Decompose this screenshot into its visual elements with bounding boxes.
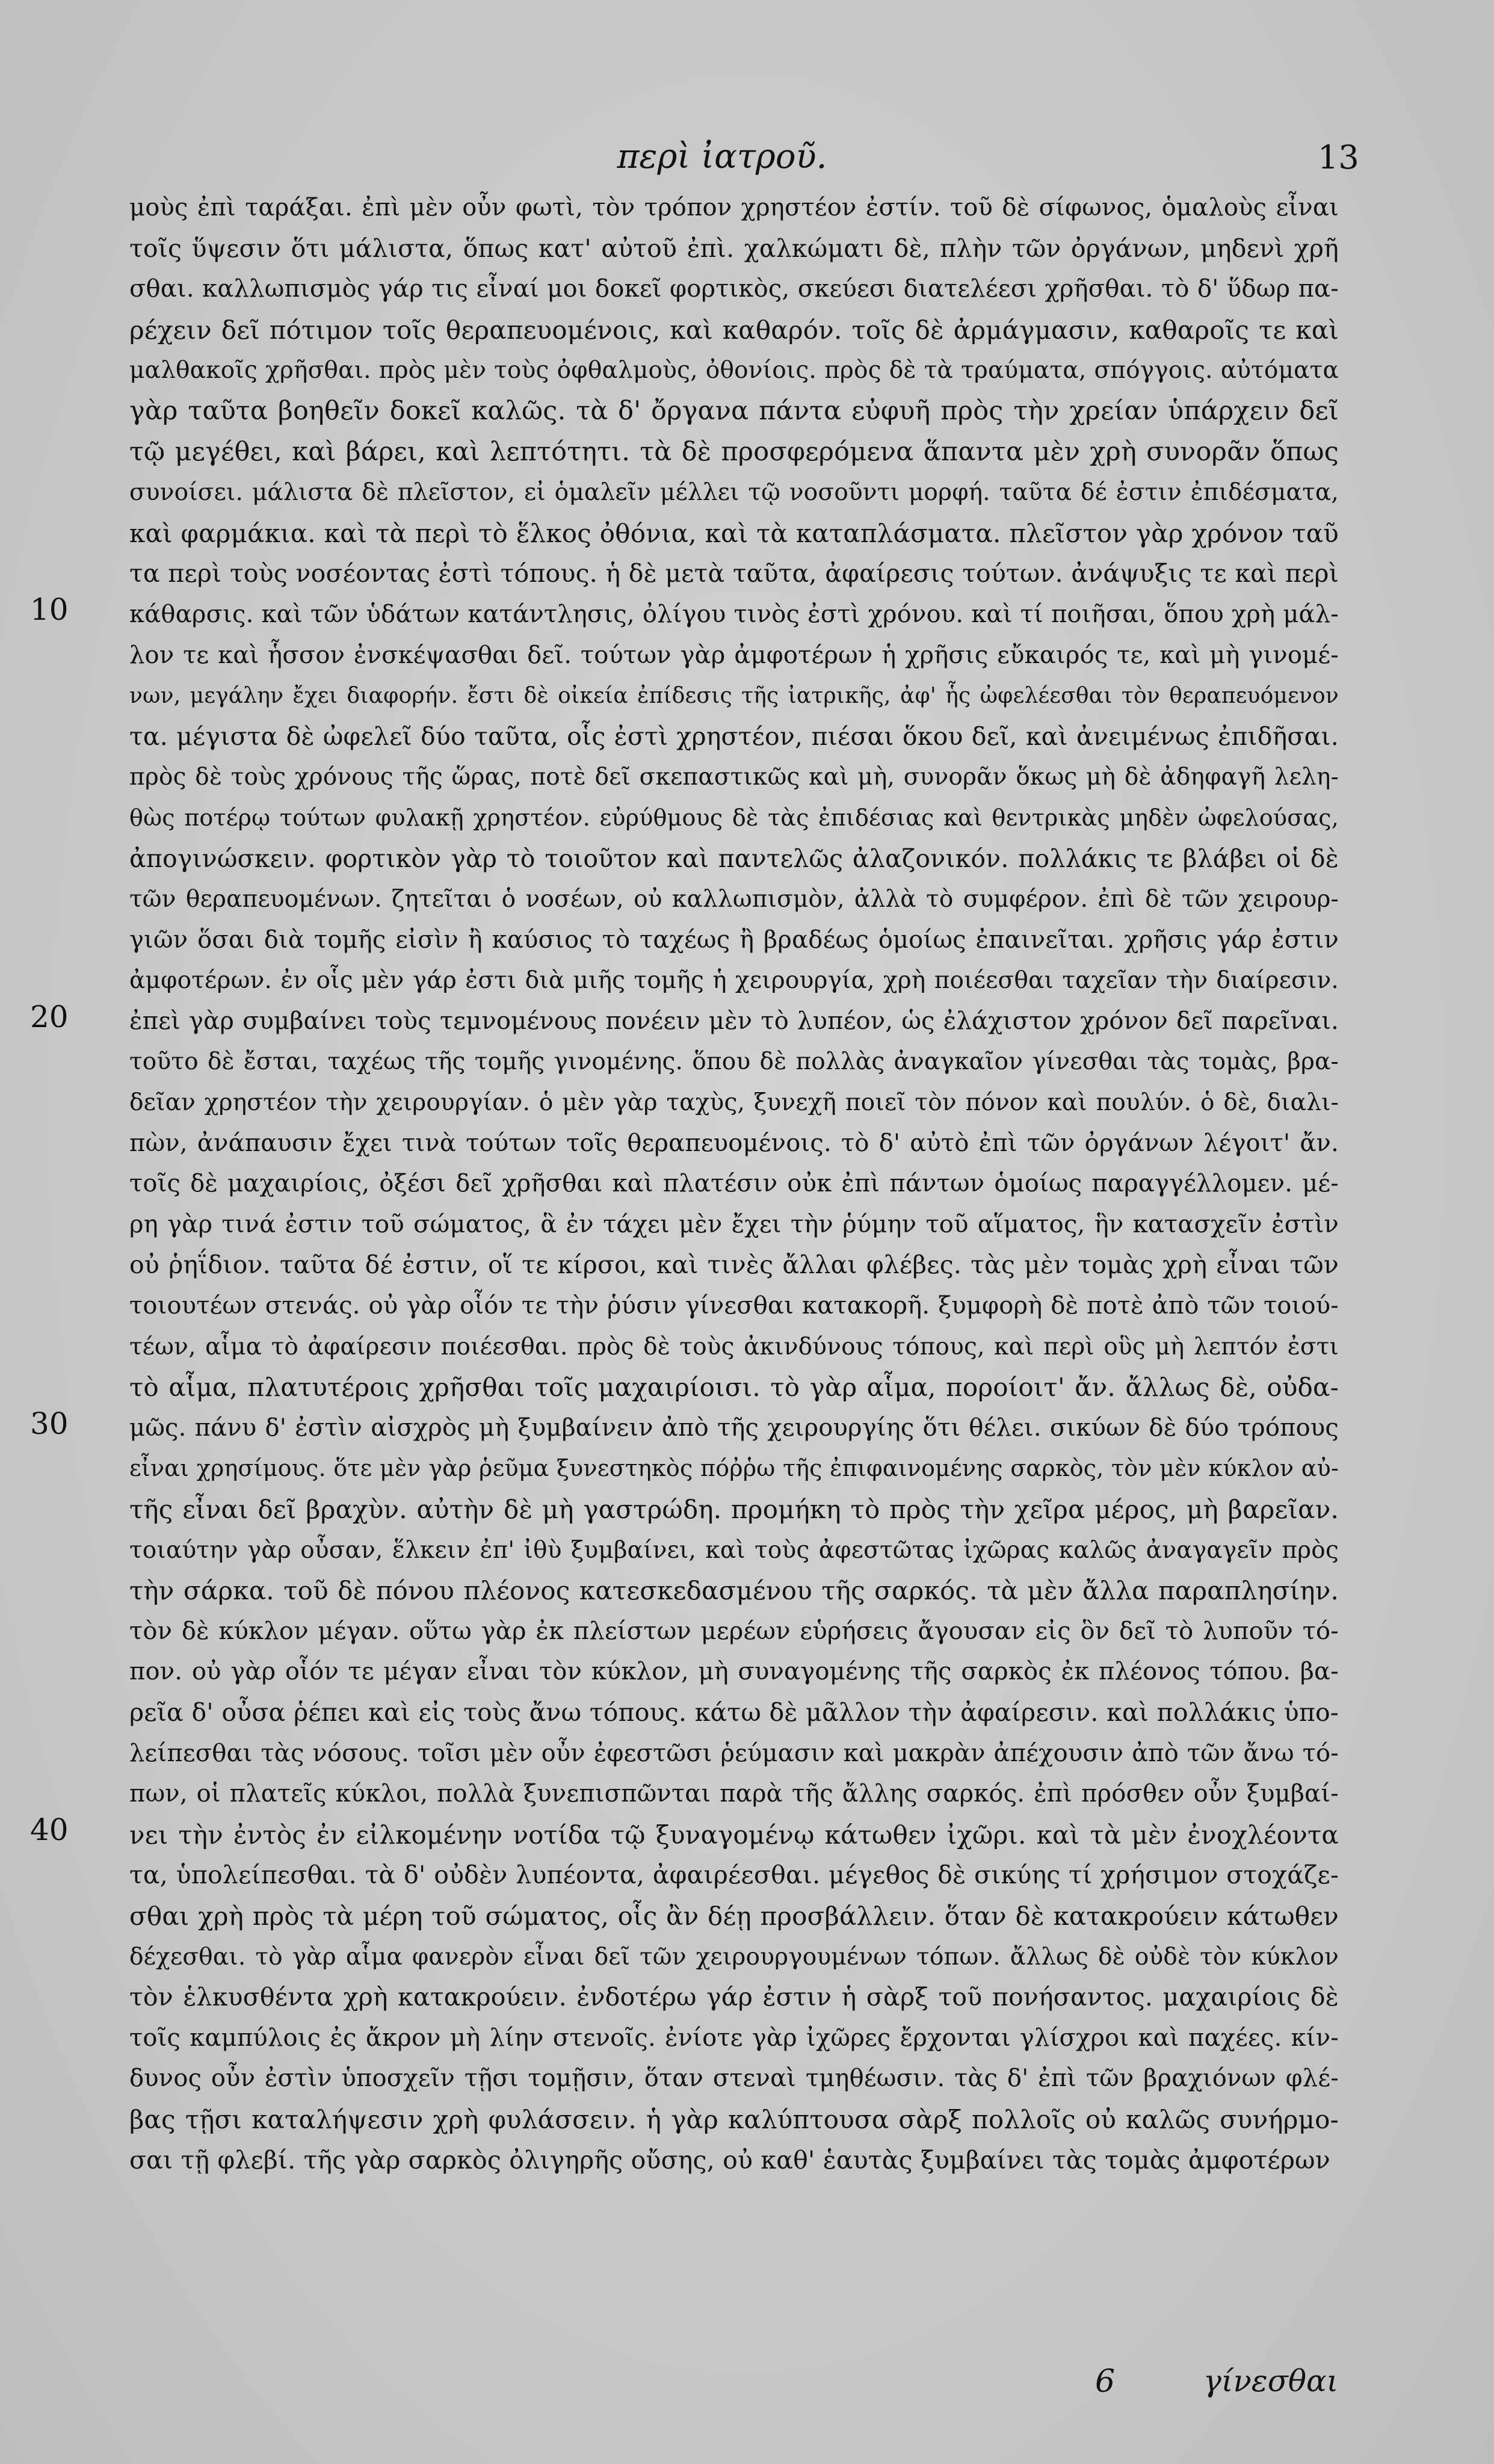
text-line: λείπεσθαι τὰς νόσους. τοῖσι μὲν οὖν ἐφεστῶσι ῥεύμασιν καὶ μακρὰν ἀπέχουσιν ἀπὸ τῶν ἄνω τό- xyxy=(129,1739,1339,1767)
running-head: περὶ ἰατροῦ. xyxy=(617,137,827,176)
text-line: δέχεσθαι. τὸ γὰρ αἷμα φανερὸν εἶναι δεῖ τῶν χειρουργουμένων τόπων. ἄλλως δὲ οὐδὲ τὸν κύκλον xyxy=(129,1943,1339,1971)
text-line: καὶ φαρμάκια. καὶ τὰ περὶ τὸ ἕλκος ὀθόνια, καὶ τὰ καταπλάσματα. πλεῖστον γὰρ χρόνον ταῦ xyxy=(129,518,1339,548)
text-line: μοὺς ἐπὶ ταράξαι. ἐπὶ μὲν οὖν φωτὶ, τὸν τρόπον χρηστέον ἐστίν. τοῦ δὲ σίφωνος, ὁμαλοὺς εἶναι xyxy=(129,194,1339,221)
text-line: ἀμφοτέρων. ἐν οἷς μὲν γάρ ἐστι διὰ μιῆς τομῆς ἡ χειρουργία, χρὴ ποιέεσθαι ταχεῖαν τὴν διαίρεσιν. xyxy=(129,967,1339,995)
signature-mark: 6 xyxy=(1095,2364,1116,2400)
text-line: ρη γὰρ τινά ἐστιν τοῦ σώματος, ἃ ἐν τάχει μὲν ἔχει τὴν ῥύμην τοῦ αἵματος, ἣν κατασχεῖν ἐστὶν xyxy=(129,1210,1339,1238)
text-line: τοῖς ὕψεσιν ὅτι μάλιστα, ὅπως κατ' αὐτοῦ ἐπὶ. χαλκώματι δὲ, πλὴν τῶν ὀργάνων, μηδενὶ χρῆ xyxy=(129,233,1339,263)
text-line: σθαι. καλλωπισμὸς γάρ τις εἶναί μοι δοκεῖ φορτικὸς, σκεύεσι διατελέεσι χρῆσθαι. τὸ δ' ὕδωρ πα- xyxy=(129,275,1339,303)
text-line: νει τὴν ἐντὸς ἐν εἰλκομένην νοτίδα τῷ ξυναγομένῳ κάτωθεν ἰχῶρι. καὶ τὰ μὲν ἐνοχλέοντα xyxy=(129,1820,1339,1850)
text-line: μαλθακοῖς χρῆσθαι. πρὸς μὲν τοὺς ὀφθαλμοὺς, ὀθονίοις. πρὸς δὲ τὰ τραύματα, σπόγγοις. αὐτόματα xyxy=(129,357,1339,384)
text-line: ἀπογινώσκειν. φορτικὸν γὰρ τὸ τοιοῦτον καὶ παντελῶς ἀλαζονικόν. πολλάκις τε βλάβει οἱ δὲ xyxy=(129,844,1339,873)
text-line: πων, οἱ πλατεῖς κύκλοι, πολλὰ ξυνεπισπῶνται παρὰ τῆς ἄλλης σαρκός. ἐπὶ πρόσθεν οὖν ξυμβαί- xyxy=(129,1780,1339,1808)
text-line: βας τῇσι καταλήψεσιν χρὴ φυλάσσειν. ἡ γὰρ καλύπτουσα σὰρξ πολλοῖς οὐ καλῶς συνήρμο- xyxy=(129,2104,1339,2134)
text-line: κάθαρσις. καὶ τῶν ὑδάτων κατάντλησις, ὀλίγου τινὸς ἐστὶ χρόνου. καὶ τί ποιῆσαι, ὅπου χρὴ μάλ- xyxy=(129,600,1339,628)
text-line: τα περὶ τοὺς νοσέοντας ἐστὶ τόπους. ἡ δὲ μετὰ ταῦτα, ἀφαίρεσις τούτων. ἀνάψυξις τε καὶ περὶ xyxy=(129,559,1339,588)
text-line: νων, μεγάλην ἔχει διαφορήν. ἔστι δὲ οἰκεία ἐπίδεσις τῆς ἰατρικῆς, ἀφ' ἧς ὠφελέεσθαι τὸν θεραπευόμενον xyxy=(129,684,1339,709)
line-number-40: 40 xyxy=(30,1812,69,1847)
text-line: τοιουτέων στενάς. οὐ γὰρ οἷόν τε τὴν ῥύσιν γίνεσθαι κατακορῆ. ξυμφορὴ δὲ ποτὲ ἀπὸ τῶν τοιού- xyxy=(129,1292,1339,1320)
text-line: τοιαύτην γὰρ οὖσαν, ἕλκειν ἐπ' ἰθὺ ξυμβαίνει, καὶ τοὺς ἀφεστῶτας ἰχῶρας καλῶς ἀναγαγεῖν πρὸς xyxy=(129,1536,1339,1564)
text-line: γιῶν ὅσαι διὰ τομῆς εἰσὶν ἢ καύσιος τὸ ταχέως ἢ βραδέως ὁμοίως ἐπαινεῖται. χρῆσις γάρ ἐστιν xyxy=(129,925,1339,954)
text-line: τῶν θεραπευομένων. ζητεῖται ὁ νοσέων, οὐ καλλωπισμὸν, ἀλλὰ τὸ συμφέρον. ἐπὶ δὲ τῶν χειρουρ- xyxy=(129,886,1339,913)
catchword: γίνεσθαι xyxy=(1203,2364,1339,2398)
text-line: οὐ ῥηΐδιον. ταῦτα δέ ἐστιν, οἵ τε κίρσοι, καὶ τινὲς ἄλλαι φλέβες. τὰς μὲν τομὰς χρὴ εἶναι τῶν xyxy=(129,1250,1339,1280)
line-number-10: 10 xyxy=(30,592,69,627)
text-line: τὸ αἷμα, πλατυτέροις χρῆσθαι τοῖς μαχαιρίοισι. τὸ γὰρ αἷμα, ποροίοιτ' ἄν. ἄλλως δὲ, οὐδα- xyxy=(129,1372,1339,1403)
text-line: πὼν, ἀνάπαυσιν ἔχει τινὰ τούτων τοῖς θεραπευομένοις. τὸ δ' αὐτὸ ἐπὶ τῶν ὀργάνων λέγοιτ' ἄν. xyxy=(129,1129,1339,1157)
text-line: τοῖς καμπύλοις ἐς ἄκρον μὴ λίην στενοῖς. ἐνίοτε γὰρ ἰχῶρες ἔρχονται γλίσχροι καὶ παχέες. κίν- xyxy=(129,2024,1339,2052)
text-line: μῶς. πάνυ δ' ἐστὶν αἰσχρὸς μὴ ξυμβαίνειν ἀπὸ τῆς χειρουργίης ὅτι θέλει. σικύων δὲ δύο τρόπους xyxy=(129,1413,1339,1442)
text-line: τὴν σάρκα. τοῦ δὲ πόνου πλέονος κατεσκεδασμένου τῆς σαρκός. τὰ μὲν ἄλλα παραπλησίην. xyxy=(129,1576,1339,1606)
text-line: ρέχειν δεῖ πότιμον τοῖς θεραπευομένοις, καὶ καθαρόν. τοῖς δὲ ἀρμάγμασιν, καθαροῖς τε καὶ xyxy=(129,315,1339,345)
body-text xyxy=(129,188,1339,2181)
text-line: σαι τῇ φλεβί. τῆς γὰρ σαρκὸς ὀλιγηρῆς οὔσης, οὐ καθ' ἑαυτὰς ξυμβαίνει τὰς τομὰς ἀμφοτέρων xyxy=(129,2145,1330,2175)
text-line: λον τε καὶ ἧσσον ἐνσκέψασθαι δεῖ. τούτων γὰρ ἀμφοτέρων ἡ χρῆσις εὔκαιρός τε, καὶ μὴ γινομέ- xyxy=(129,641,1339,669)
text-line: τοῦτο δὲ ἔσται, ταχέως τῆς τομῆς γινομένης. ὅπου δὲ πολλὰς ἀναγκαῖον γίνεσθαι τὰς τομὰς, βρα- xyxy=(129,1048,1339,1076)
text-line: τοῖς δὲ μαχαιρίοις, ὀξέσι δεῖ χρῆσθαι καὶ πλατέσιν οὐκ ἐπὶ πάντων ὁμοίως παραγγέλλομεν. μέ- xyxy=(129,1170,1339,1198)
text-line: τα, ὑπολείπεσθαι. τὰ δ' οὐδὲν λυπέοντα, ἀφαιρέεσθαι. μέγεθος δὲ σικύης τί χρήσιμον στοχάζε- xyxy=(129,1860,1339,1890)
text-line: εἶναι χρησίμους. ὅτε μὲν γὰρ ῥεῦμα ξυνεστηκὸς πόῤῥω τῆς ἐπιφαινομένης σαρκὸς, τὸν μὲν κύκλον αὐ- xyxy=(129,1455,1339,1482)
page-number: 13 xyxy=(1318,138,1359,176)
text-line: τα. μέγιστα δὲ ὠφελεῖ δύο ταῦτα, οἷς ἐστὶ χρηστέον, πιέσαι ὅκου δεῖ, καὶ ἀνειμένως ἐπιδῆσαι. xyxy=(129,721,1339,751)
text-line: συνοίσει. μάλιστα δὲ πλεῖστον, εἰ ὁμαλεῖν μέλλει τῷ νοσοῦντι μορφή. ταῦτα δέ ἐστιν ἐπιδέσματα, xyxy=(129,479,1339,507)
text-line: τῷ μεγέθει, καὶ βάρει, καὶ λεπτότητι. τὰ δὲ προσφερόμενα ἅπαντα μὲν χρὴ συνορᾶν ὅπως xyxy=(129,436,1339,467)
text-line: γὰρ ταῦτα βοηθεῖν δοκεῖ καλῶς. τὰ δ' ὄργανα πάντα εὐφυῆ πρὸς τὴν χρείαν ὑπάρχειν δεῖ xyxy=(129,395,1339,426)
text-line: σθαι χρὴ πρὸς τὰ μέρη τοῦ σώματος, οἷς ἂν δέῃ προσβάλλειν. ὅταν δὲ κατακρούειν κάτωθεν xyxy=(129,1901,1339,1931)
text-line: τὸν ἑλκυσθέντα χρὴ κατακρούειν. ἐνδοτέρω γάρ ἐστιν ἡ σὰρξ τοῦ πονήσαντος. μαχαιρίοις δὲ xyxy=(129,1983,1339,2012)
text-line: δεῖαν χρηστέον τὴν χειρουργίαν. ὁ μὲν γὰρ ταχὺς, ξυνεχῆ ποιεῖ τὸν πόνον καὶ πουλύν. ὁ δὲ, διαλι- xyxy=(129,1089,1339,1117)
text-line: τὸν δὲ κύκλον μέγαν. οὕτω γὰρ ἐκ πλείστων μερέων εὑρήσεις ἄγουσαν εἰς ὃν δεῖ τὸ λυποῦν τό- xyxy=(129,1617,1339,1645)
text-line: πον. οὐ γὰρ οἷόν τε μέγαν εἶναι τὸν κύκλον, μὴ συναγομένης τῆς σαρκὸς ἐκ πλέονος τόπου. βα- xyxy=(129,1658,1339,1686)
text-line: θὼς ποτέρῳ τούτων φυλακῇ χρηστέον. εὐρύθμους δὲ τὰς ἐπιδέσιας καὶ θεντρικὰς μηδὲν ὠφελούσας, xyxy=(129,804,1339,831)
text-line: τέων, αἷμα τὸ ἀφαίρεσιν ποιέεσθαι. πρὸς δὲ τοὺς ἀκινδύνους τόπους, καὶ περὶ οὓς μὴ λεπτόν ἐστι xyxy=(129,1333,1339,1360)
text-line: ρεῖα δ' οὖσα ῥέπει καὶ εἰς τοὺς ἄνω τόπους. κάτω δὲ μᾶλλον τὴν ἀφαίρεσιν. καὶ πολλάκις ὑπο- xyxy=(129,1697,1339,1727)
line-number-20: 20 xyxy=(30,999,69,1034)
text-line: δυνος οὖν ἐστὶν ὑποσχεῖν τῇσι τομῇσιν, ὅταν στεναὶ τμηθέωσιν. τὰς δ' ἐπὶ τῶν βραχιόνων φλέ- xyxy=(129,2064,1339,2093)
text-line: πρὸς δὲ τοὺς χρόνους τῆς ὥρας, ποτὲ δεῖ σκεπαστικῶς καὶ μὴ, συνορᾶν ὅκως μὴ δὲ ἀδηφαγῆ λελη- xyxy=(129,764,1339,791)
text-line: τῆς εἶναι δεῖ βραχὺν. αὐτὴν δὲ μὴ γαστρώδη. προμήκη τὸ πρὸς τὴν χεῖρα μέρος, μὴ βαρεῖαν. xyxy=(129,1495,1339,1524)
line-number-30: 30 xyxy=(30,1406,69,1441)
text-line: ἐπεὶ γὰρ συμβαίνει τοὺς τεμνομένους πονέειν μὲν τὸ λυπέον, ὡς ἐλάχιστον χρόνον δεῖ παρεῖναι. xyxy=(129,1007,1339,1035)
